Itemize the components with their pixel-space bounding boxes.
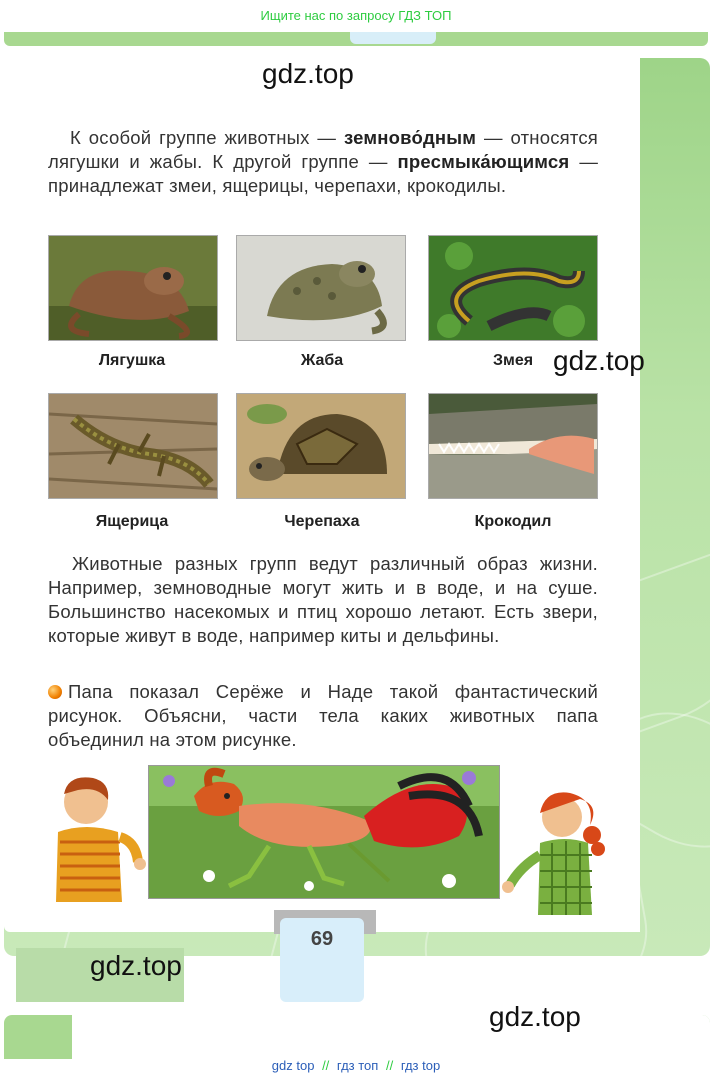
footer-link[interactable]: gdz top bbox=[271, 1058, 315, 1073]
watermark: gdz.top bbox=[262, 58, 354, 89]
snake-photo bbox=[428, 235, 598, 341]
watermark: gdz.top bbox=[90, 950, 182, 981]
top-banner[interactable] bbox=[0, 0, 712, 32]
previous-page-strip bbox=[4, 32, 708, 46]
footer-link[interactable]: гдз top bbox=[400, 1058, 441, 1073]
caption: Жаба bbox=[300, 352, 344, 369]
footer-separator: // bbox=[322, 1058, 330, 1073]
watermark: gdz.top bbox=[553, 345, 645, 376]
footer-separator: // bbox=[385, 1058, 394, 1073]
intro-paragraph: К особой группе животных — земново́дным — относятся лягушки и жабы. К другой группе — пресмыка́ющимся — принадлежат змеи, ящерицы, черепахи, крокодилы. bbox=[48, 127, 599, 196]
task-paragraph: Папа показал Серёже и Наде такой фантастический рисунок. Объясни, части тела каких животных папа объединил на этом рисунке. bbox=[48, 681, 598, 750]
next-page-white bbox=[72, 1015, 710, 1059]
page-number: 69 bbox=[280, 918, 364, 1002]
caption: Крокодил bbox=[474, 513, 552, 530]
crocodile-photo bbox=[428, 393, 598, 499]
boy-seryozha-illustration bbox=[38, 772, 148, 912]
footer-link[interactable]: гдз топ bbox=[336, 1058, 379, 1073]
footer bbox=[0, 1058, 712, 1073]
caption: Змея bbox=[492, 352, 534, 369]
fantasy-animal-picture bbox=[148, 765, 500, 899]
caption: Лягушка bbox=[98, 352, 166, 369]
task-bullet-icon bbox=[48, 685, 62, 699]
term-amphibians: земново́дным bbox=[343, 127, 477, 148]
lizard-photo bbox=[48, 393, 218, 499]
girl-nadya-illustration bbox=[500, 785, 608, 925]
frog-photo bbox=[48, 235, 218, 341]
caption: Черепаха bbox=[284, 513, 360, 530]
paragraph-life-styles: Животные разных групп ведут различный образ жизни. Например, земноводные могут жить и в воде, и на суше. Большинство насекомых и птиц хорошо летают. Есть звери, которые живут в воде, например киты и дельфины. bbox=[48, 553, 598, 646]
turtle-photo bbox=[236, 393, 406, 499]
top-banner-text[interactable]: Ищите нас по запросу ГДЗ ТОП bbox=[260, 8, 452, 23]
term-reptiles: пресмыка́ющимся bbox=[397, 151, 570, 172]
watermark: gdz.top bbox=[489, 1001, 581, 1032]
toad-photo bbox=[236, 235, 406, 341]
caption: Ящерица bbox=[95, 513, 169, 530]
